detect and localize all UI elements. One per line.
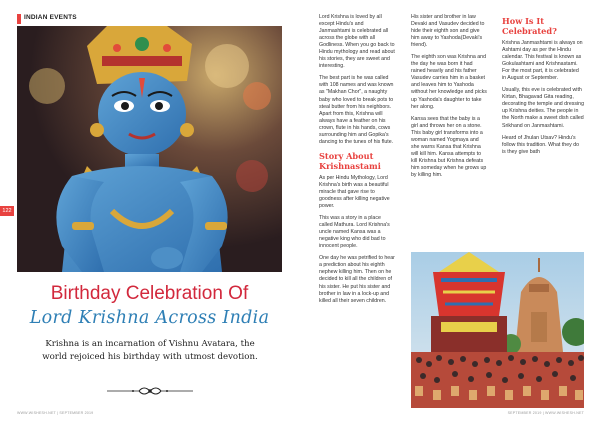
footer-right: SEPTEMBER 2019 | WWW.WISHESH.NET <box>507 411 584 415</box>
col1-paragraph-2: The best part is he was called with 108 names and was known as "Makhan Chor", a naughty baby who loved to break pots to steal butter from his neighbors. Apart from this, Krishna will always have a feather on his crown, flute in his hands, cows surrounding him and Gopika's dancing to the tunes of his flute. <box>319 75 394 145</box>
col2-paragraph-1: His sister and brother in law Devaki and Vasudev decided to hide their eighth son and give him away to Yashoda(Devaki's friend). <box>411 14 485 49</box>
article-title-line2: Lord Krishna Across India <box>29 308 270 328</box>
col2-paragraph-3: Kansa sees that the baby is a girl and throws her on a stone. This baby girl transforms into a woman named Yogmaya and she warns Kansa that Krishna will kill him. Kansa attempts to kill Krishna but Krishna defeats him someday when he grows up by killing him. <box>411 115 487 178</box>
krishna-idol-photo <box>17 26 282 272</box>
article-intro: Krishna is an incarnation of Vishnu Avatara, the world rejoiced his birthday with utmost devotion. <box>42 339 258 362</box>
col1-paragraph-3: As per Hindu Mythology, Lord Krishna's birth was a beautiful miracle that gave rise to goodness after killing negative power. <box>319 174 390 210</box>
article-column-3 <box>502 14 584 161</box>
subhead-celebration: How Is It Celebrated? <box>502 16 557 36</box>
section-marker <box>17 14 21 24</box>
section-label: INDIAN EVENTS <box>24 14 77 21</box>
col2-paragraph-2: The eighth son was Krishna and the day he was born it had rained heavily and his father Vasudev carries him in a basket and leaves him to Yashoda without her knowledge and picks up Yashoda's daughter to take her along. <box>411 54 487 110</box>
col1-paragraph-4: This was a story in a place called Mathura. Lord Krishna's uncle named Kansa was a negative king who did bad to innocent people. <box>319 215 390 250</box>
article-column-1 <box>319 14 395 310</box>
article-column-2 <box>411 14 487 184</box>
col3-paragraph-3: Heard of Jhulan Utsav? Hindu's follow this tradition. What they do is they give bath <box>502 134 580 155</box>
subhead-story: Story About Krishnastami <box>319 150 381 171</box>
rath-yatra-photo <box>411 252 584 408</box>
col1-paragraph-1: Lord Krishna is loved by all except Hindu's and Janmashtami is celebrated all across the globe with all Godliness. When you go back to Hindu mythology and read about his stories, they are sweet and interesting. <box>319 14 395 70</box>
col1-paragraph-5: One day he was petrified to hear a prediction about his eighth nephew killing him. Then on he decided to kill all the children of his sister. He put his sister and brother in law in a lock-up and killed all their seven children. <box>319 255 395 304</box>
article-title-line1: Birthday Celebration Of <box>50 283 249 304</box>
divider-ornament-icon <box>105 384 195 398</box>
footer-left: WWW.WISHESH.NET | SEPTEMBER 2019 <box>17 411 94 415</box>
col3-paragraph-2: Usually, this eve is celebrated with Kirtan, Bhagavad Gita reading, decorating the temple and dressing up Krishna deities. The people in the North make a sweet dish called Srikhand on Janmashtami. <box>502 87 585 129</box>
page-number: 122 <box>0 206 14 216</box>
col3-paragraph-1: Krishna Janmashtami is always on Ashtami day as per the Hindu calendar. This festival is known as Gokulashtami and Krishnastami. For the most part, it is celebrated in August or September. <box>502 40 583 82</box>
